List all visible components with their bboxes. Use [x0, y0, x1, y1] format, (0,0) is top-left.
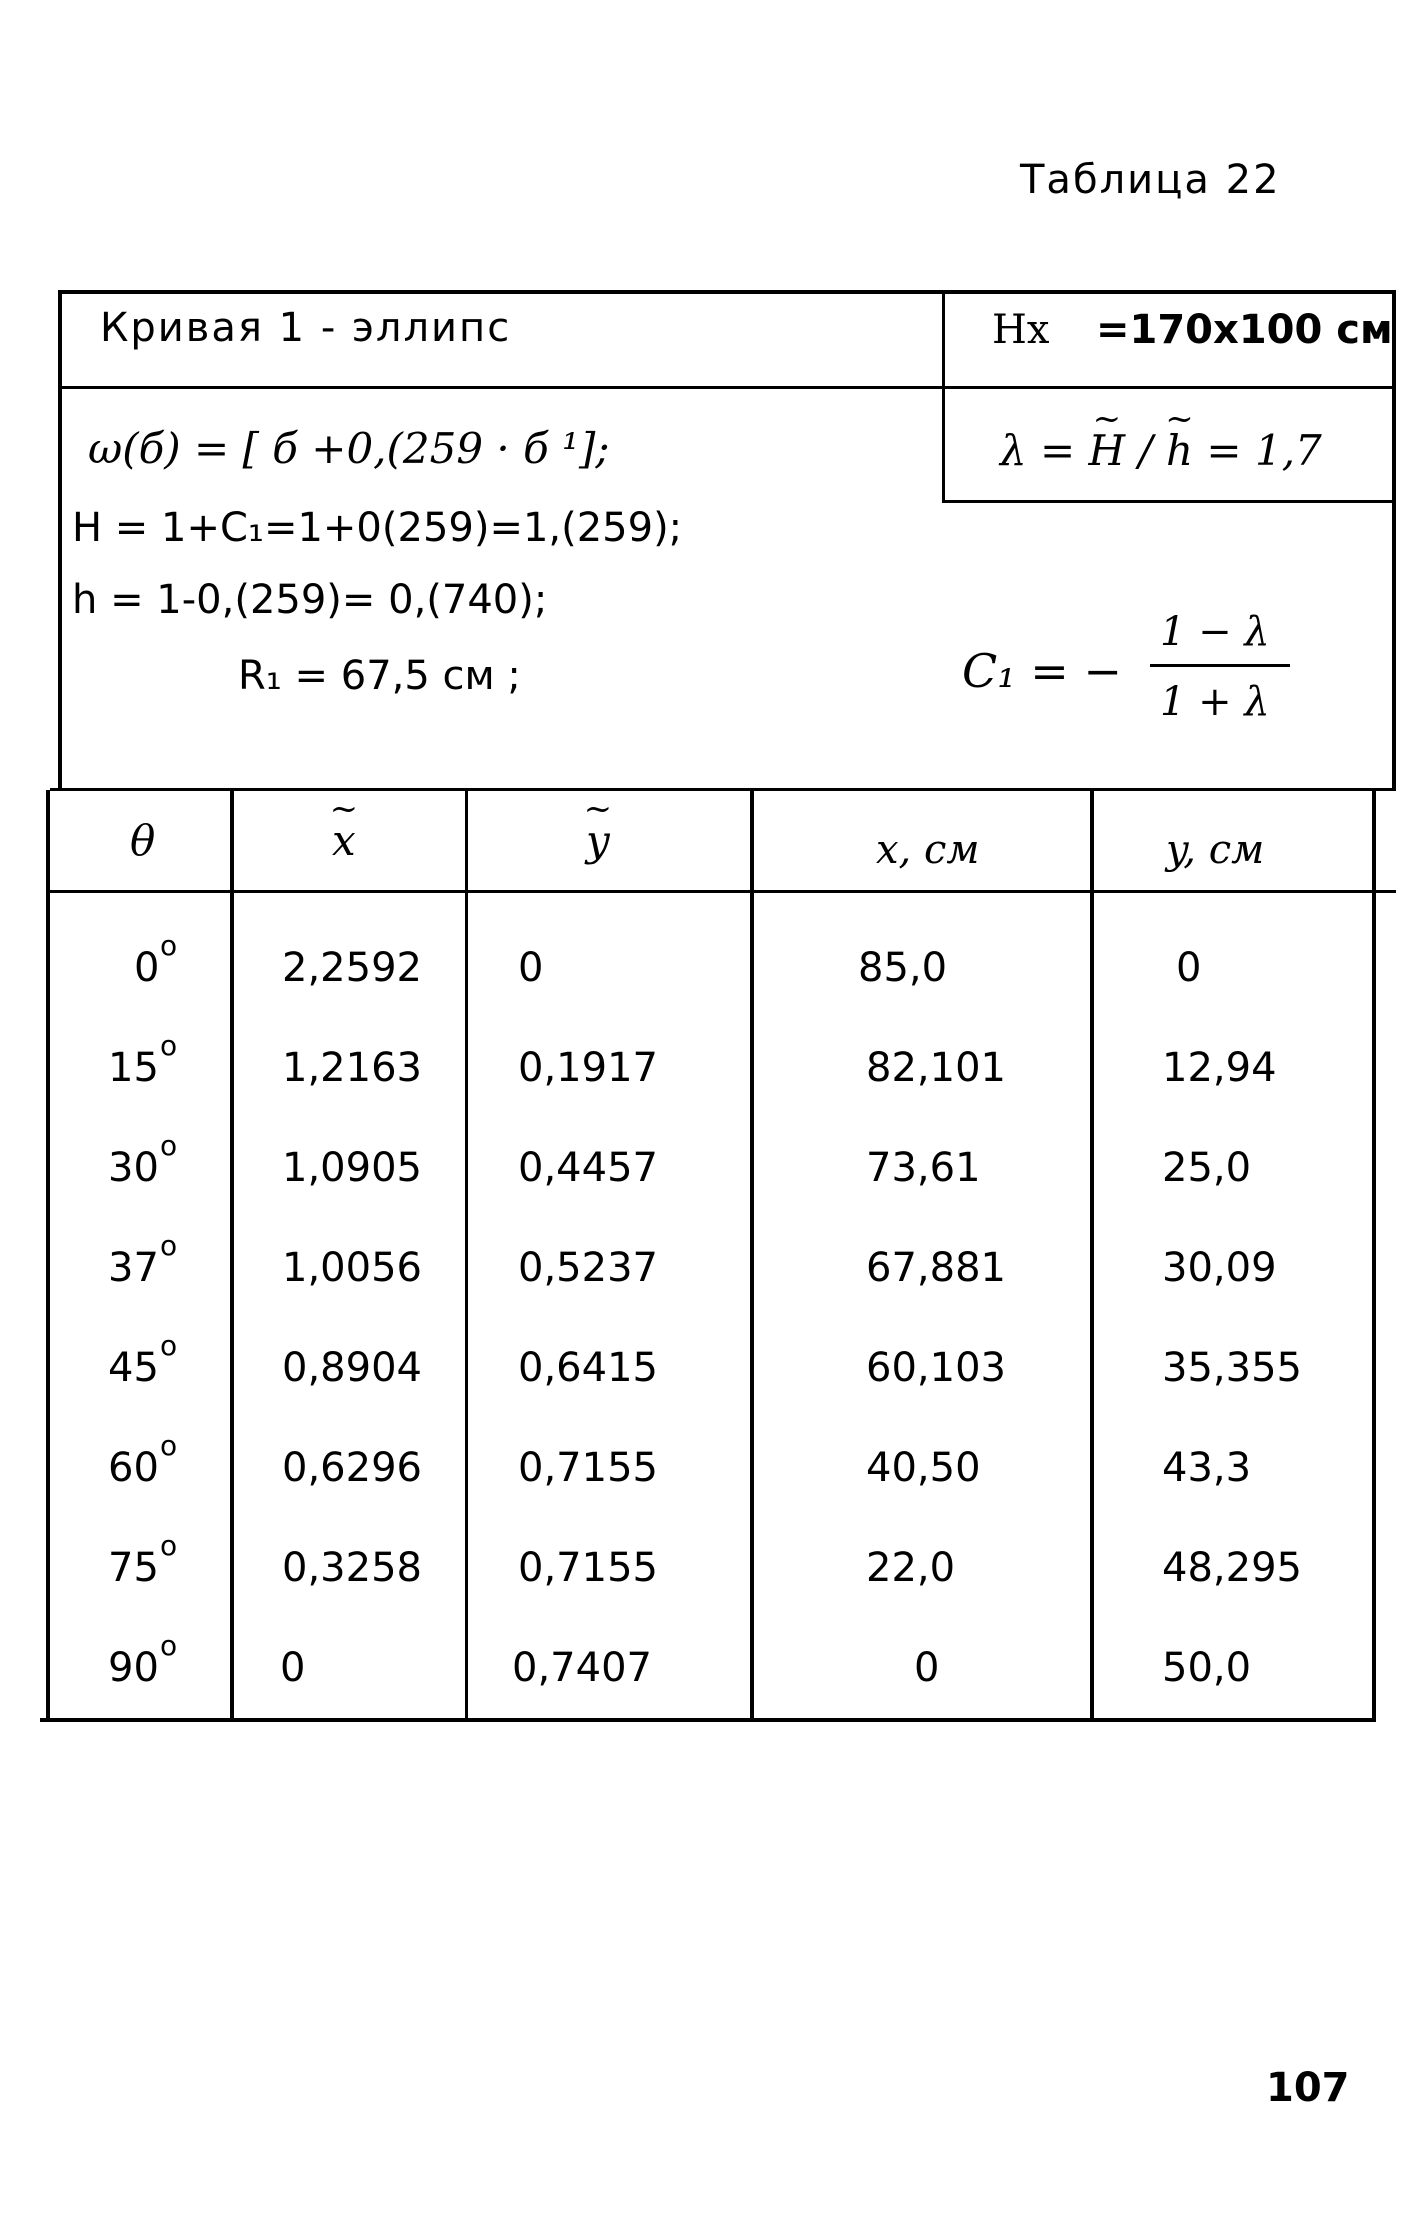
- degree-symbol: o: [160, 1129, 178, 1162]
- cell-x-tilde: 0,6296: [282, 1445, 422, 1491]
- cell-y-cm: 12,94: [1162, 1045, 1277, 1091]
- col-header-y-tilde: [586, 816, 610, 865]
- cell-x-cm: 22,0: [866, 1545, 956, 1591]
- formula-C1-lhs: C₁ = −: [962, 644, 1122, 698]
- cell-x-cm: 85,0: [858, 945, 948, 991]
- cell-y-tilde: 0,6415: [518, 1345, 658, 1391]
- dimensions-prefix: Hx: [992, 307, 1050, 353]
- cell-x-tilde: 0,8904: [282, 1345, 422, 1391]
- cell-y-tilde: 0,1917: [518, 1045, 658, 1091]
- cell-x-tilde: 1,0056: [282, 1245, 422, 1291]
- header-divider: [58, 386, 1396, 389]
- cell-theta: 0: [134, 945, 160, 991]
- cell-y-tilde: 0,4457: [518, 1145, 658, 1191]
- degree-symbol: o: [160, 1529, 178, 1562]
- cell-x-tilde: 2,2592: [282, 945, 422, 991]
- col-line-0: [46, 790, 50, 1720]
- table-top: [50, 788, 1396, 791]
- cell-y-cm: 35,355: [1162, 1345, 1302, 1391]
- cell-y-cm: 50,0: [1162, 1645, 1252, 1691]
- formula-C1-denominator: 1 + λ: [1160, 679, 1270, 725]
- col-line-4: [1090, 790, 1094, 1720]
- frame-left-upper: [58, 290, 62, 790]
- formula-H: H = 1+C₁=1+0(259)=1,(259);: [72, 505, 683, 551]
- cell-x-tilde: 1,2163: [282, 1045, 422, 1091]
- cell-y-cm: 48,295: [1162, 1545, 1302, 1591]
- dimensions-value: =170x100 см: [1096, 307, 1393, 353]
- col-header-y-cm: y, см: [1166, 827, 1265, 873]
- cell-theta: 90: [108, 1645, 159, 1691]
- cell-x-cm: 82,101: [866, 1045, 1006, 1091]
- col-line-2: [465, 790, 468, 1720]
- formula-C1-numerator: 1 − λ: [1160, 609, 1270, 655]
- degree-symbol: o: [160, 929, 178, 962]
- cell-theta: 75: [108, 1545, 159, 1591]
- cell-x-tilde: 0,3258: [282, 1545, 422, 1591]
- cell-y-cm: 25,0: [1162, 1145, 1252, 1191]
- cell-theta: 45: [108, 1345, 159, 1391]
- cell-x-tilde: 1,0905: [282, 1145, 422, 1191]
- frame-right: [1392, 290, 1396, 790]
- degree-symbol: o: [160, 1329, 178, 1362]
- col-header-theta: θ: [130, 816, 156, 865]
- cell-y-cm: 0: [1176, 945, 1202, 991]
- degree-symbol: o: [160, 1629, 178, 1662]
- col-line-5: [1372, 790, 1376, 1720]
- curve-title: Кривая 1 - эллипс: [100, 305, 512, 351]
- y-tilde-label: ~ y: [586, 820, 610, 862]
- degree-symbol: o: [160, 1429, 178, 1462]
- cell-y-tilde: 0: [518, 945, 544, 991]
- table-bottom: [40, 1718, 1376, 1722]
- cell-theta: 30: [108, 1145, 159, 1191]
- cell-x-cm: 0: [914, 1645, 940, 1691]
- col-header-x-cm: x, см: [876, 827, 980, 873]
- cell-theta: 37: [108, 1245, 159, 1291]
- formula-R: R₁ = 67,5 см ;: [238, 653, 521, 699]
- col-line-1: [230, 790, 234, 1720]
- lambda-formula: λ = ~ H / ~ h = 1,7: [1000, 430, 1322, 472]
- cell-x-cm: 67,881: [866, 1245, 1006, 1291]
- page-number: 107: [1266, 2065, 1350, 2111]
- cell-y-cm: 30,09: [1162, 1245, 1277, 1291]
- header-vertical: [942, 290, 945, 502]
- x-tilde-label: ~ x: [332, 820, 356, 862]
- cell-x-tilde: 0: [280, 1645, 306, 1691]
- frame-top: [58, 290, 1396, 294]
- formula-omega: ω(б) = [ б +0,(259 · б ¹];: [88, 424, 610, 473]
- table-header-bottom: [50, 890, 1396, 893]
- cell-y-tilde: 0,5237: [518, 1245, 658, 1291]
- formula-h: h = 1-0,(259)= 0,(740);: [72, 577, 548, 623]
- cell-theta: 15: [108, 1045, 159, 1091]
- col-header-x-tilde: [332, 816, 356, 865]
- cell-x-cm: 73,61: [866, 1145, 981, 1191]
- cell-x-cm: 60,103: [866, 1345, 1006, 1391]
- cell-y-tilde: 0,7407: [512, 1645, 652, 1691]
- cell-y-tilde: 0,7155: [518, 1445, 658, 1491]
- degree-symbol: o: [160, 1229, 178, 1262]
- col-line-3: [750, 790, 754, 1720]
- cell-y-tilde: 0,7155: [518, 1545, 658, 1591]
- degree-symbol: o: [160, 1029, 178, 1062]
- lambda-box-bottom: [942, 500, 1396, 503]
- table-label: Таблица 22: [1020, 157, 1281, 203]
- cell-y-cm: 43,3: [1162, 1445, 1252, 1491]
- cell-x-cm: 40,50: [866, 1445, 981, 1491]
- cell-theta: 60: [108, 1445, 159, 1491]
- fraction-bar: [1150, 664, 1290, 667]
